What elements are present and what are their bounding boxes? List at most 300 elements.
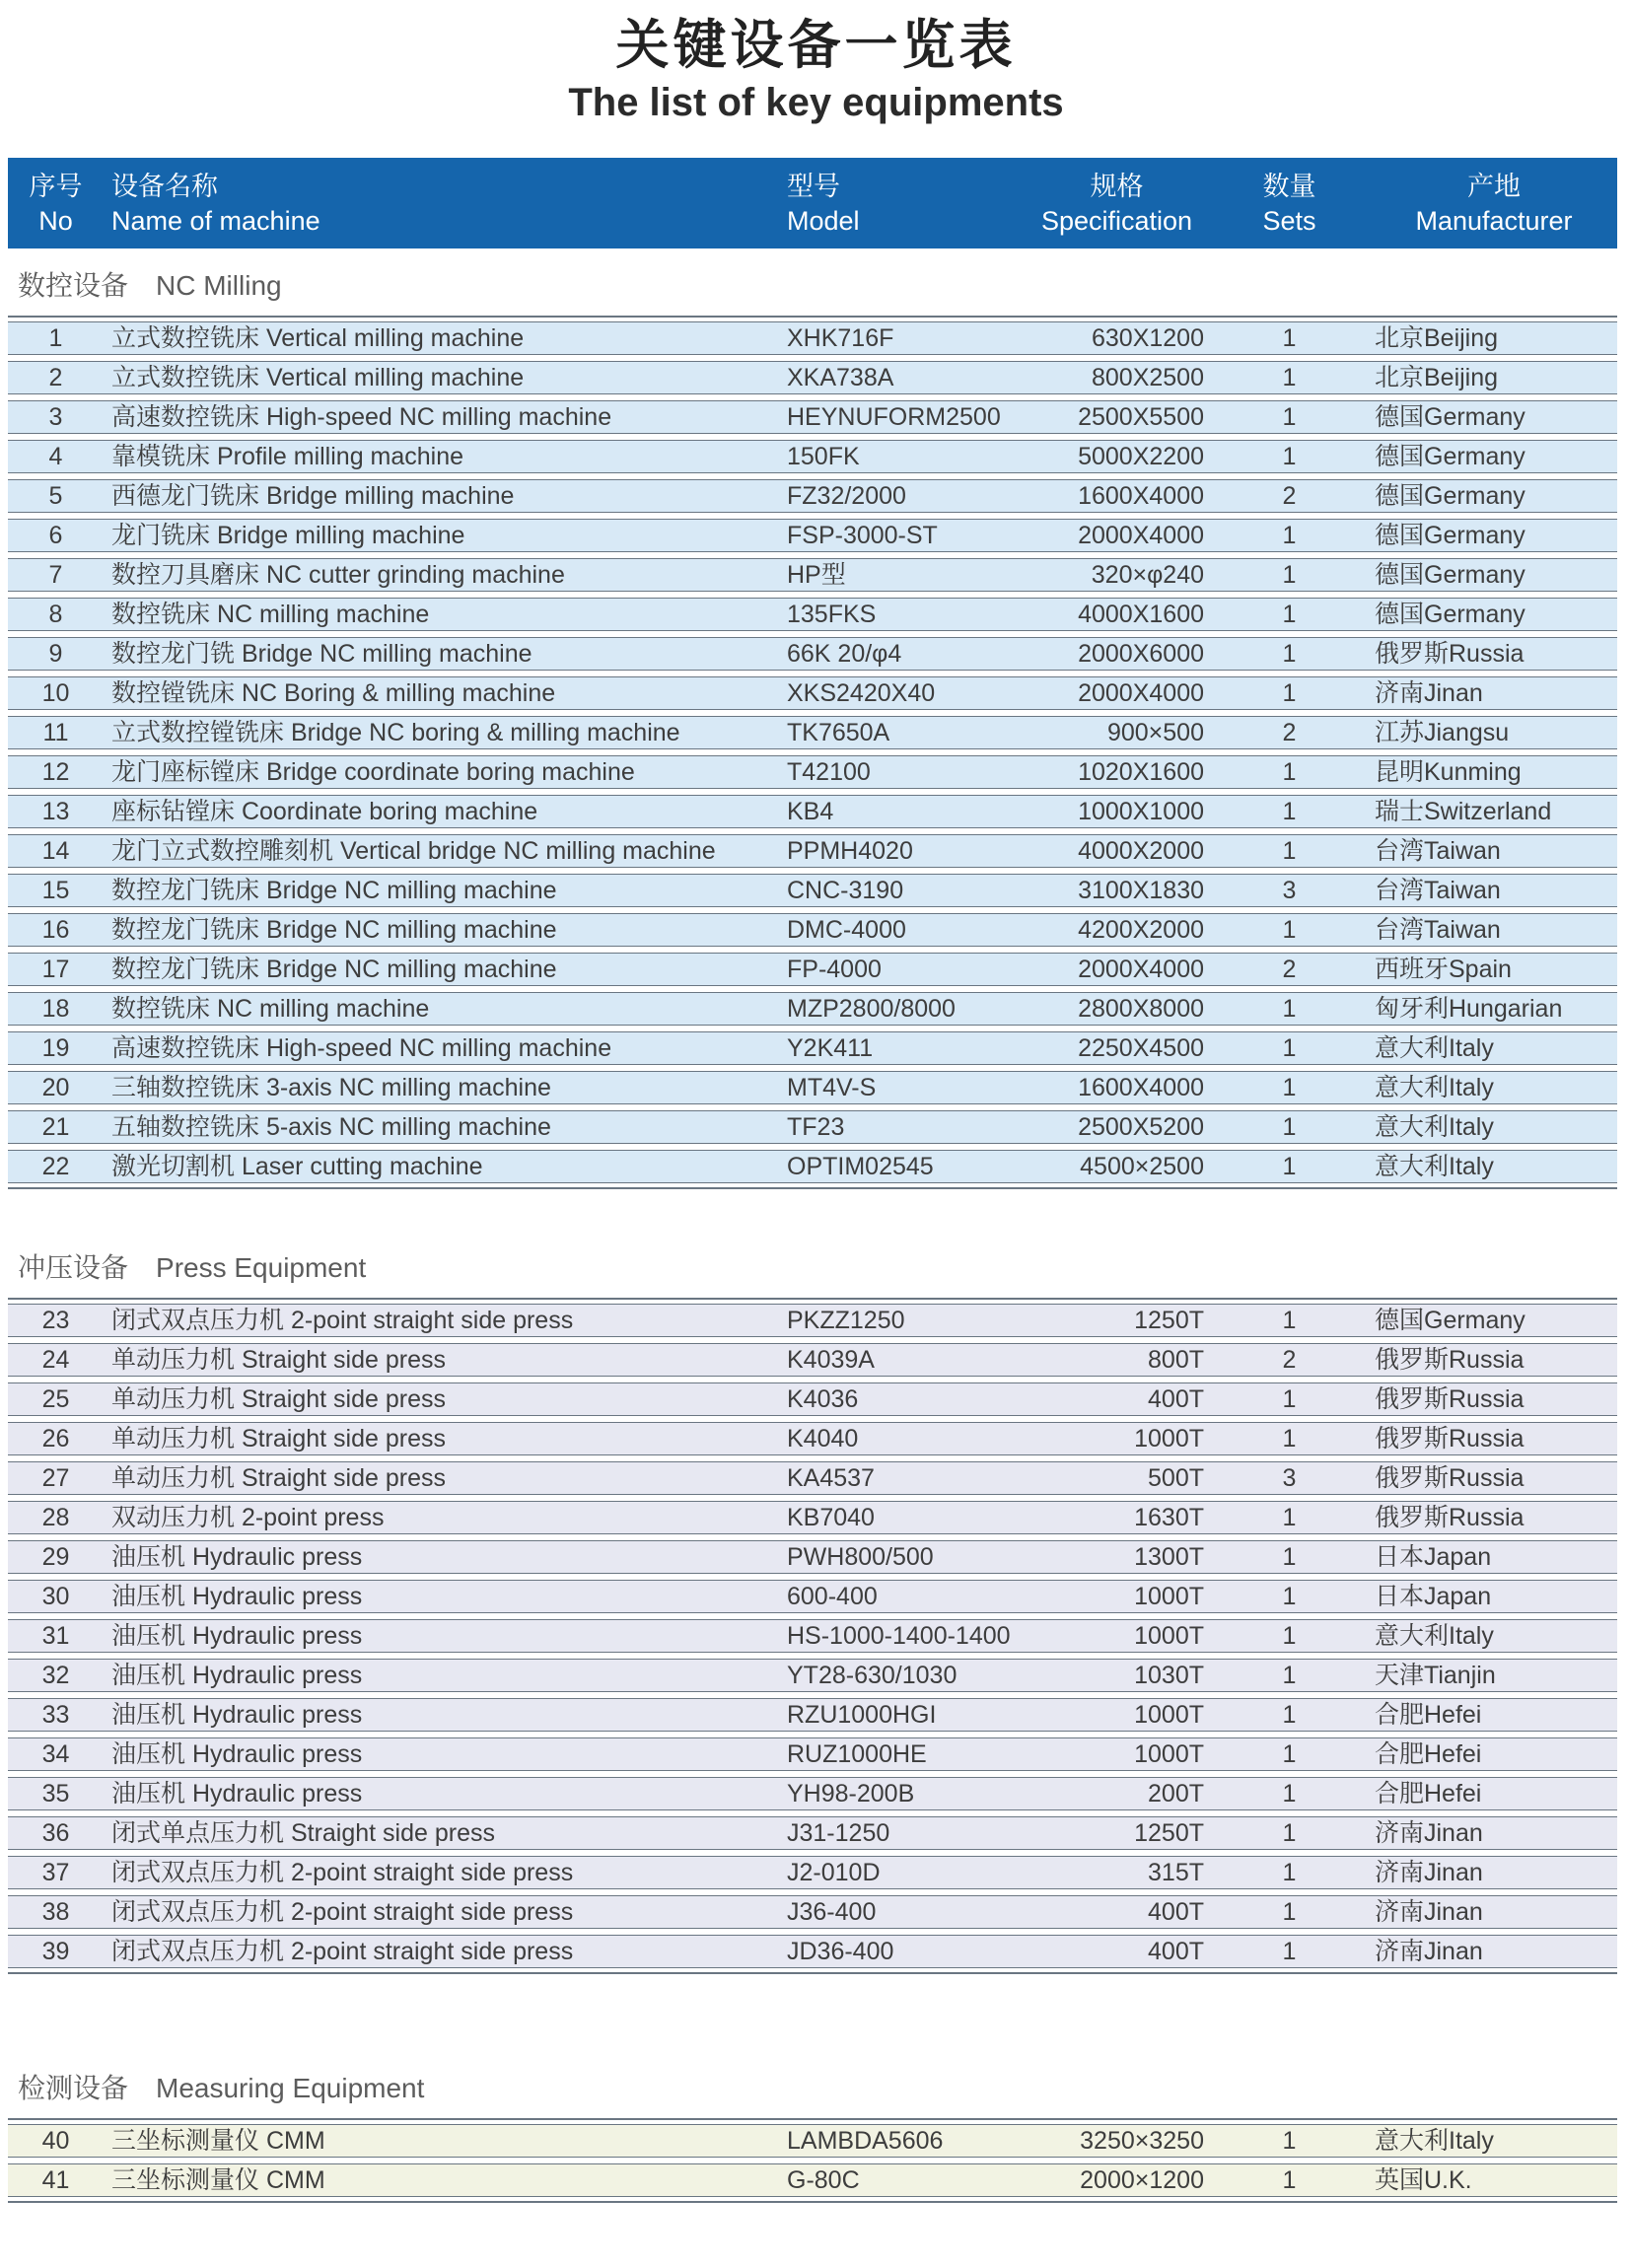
cell-sets: 1 — [1282, 1307, 1297, 1334]
cell-model: K4039A — [787, 1346, 875, 1374]
sections-root — [8, 268, 1617, 2203]
cell-name: 单动压力机 Straight side press — [111, 1464, 446, 1492]
cell-spec: 4200X2000 — [1078, 916, 1204, 944]
column-header-model — [779, 169, 1026, 238]
cell-spec: 1600X4000 — [1078, 1074, 1204, 1101]
cell-sets: 1 — [1282, 2127, 1297, 2155]
cell-manufacturer: 德国Germany — [1375, 403, 1526, 431]
column-header-manufacturer-en: Manufacturer — [1415, 206, 1573, 236]
page-subtitle: The list of key equipments — [568, 81, 1064, 124]
cell-name: 油压机 Hydraulic press — [111, 1543, 363, 1571]
cell-sets: 1 — [1282, 1074, 1297, 1101]
section-gap — [8, 1189, 1617, 1231]
cell-sets: 1 — [1282, 364, 1297, 391]
cell-manufacturer: 俄罗斯Russia — [1375, 640, 1525, 668]
cell-no: 31 — [41, 1622, 70, 1650]
cell-model: J36-400 — [787, 1898, 877, 1926]
cell-sets: 2 — [1282, 482, 1297, 510]
cell-no: 16 — [41, 916, 70, 944]
table-row — [8, 1343, 1617, 1377]
cell-no: 8 — [48, 601, 63, 628]
cell-sets: 1 — [1282, 679, 1297, 707]
cell-no: 2 — [48, 364, 63, 391]
cell-name: 立式数控铣床 Vertical milling machine — [111, 364, 525, 391]
page-title: 关键设备一览表 — [615, 16, 1017, 75]
cell-manufacturer: 瑞士Switzerland — [1375, 798, 1552, 825]
cell-sets: 1 — [1282, 1622, 1297, 1650]
cell-manufacturer: 日本Japan — [1375, 1543, 1492, 1571]
cell-manufacturer: 北京Beijing — [1375, 324, 1499, 352]
cell-sets: 1 — [1282, 1859, 1297, 1886]
cell-spec: 1250T — [1134, 1307, 1204, 1334]
cell-name: 数控龙门铣床 Bridge NC milling machine — [111, 956, 557, 983]
cell-sets: 1 — [1282, 837, 1297, 865]
cell-name: 数控镗铣床 NC Boring & milling machine — [111, 679, 556, 707]
cell-name: 三坐标测量仪 CMM — [111, 2127, 325, 2155]
cell-name: 龙门铣床 Bridge milling machine — [111, 522, 465, 549]
cell-manufacturer: 意大利Italy — [1375, 1113, 1494, 1141]
cell-sets: 1 — [1282, 1819, 1297, 1847]
cell-manufacturer: 日本Japan — [1375, 1583, 1492, 1610]
table-row — [8, 1659, 1617, 1692]
cell-manufacturer: 德国Germany — [1375, 1307, 1526, 1334]
cell-model: K4036 — [787, 1385, 859, 1413]
cell-manufacturer: 合肥Hefei — [1375, 1701, 1482, 1729]
cell-spec: 4000X2000 — [1078, 837, 1204, 865]
cell-model: YH98-200B — [787, 1780, 915, 1807]
cell-sets: 1 — [1282, 561, 1297, 589]
cell-model: PKZZ1250 — [787, 1307, 905, 1334]
cell-no: 24 — [41, 1346, 70, 1374]
cell-no: 12 — [41, 758, 70, 786]
cell-sets: 2 — [1282, 1346, 1297, 1374]
table-row — [8, 992, 1617, 1026]
cell-no: 1 — [48, 324, 63, 352]
cell-spec: 2000×1200 — [1080, 2166, 1204, 2194]
cell-spec: 2800X8000 — [1078, 995, 1204, 1023]
cell-spec: 2000X4000 — [1078, 522, 1204, 549]
cell-name: 油压机 Hydraulic press — [111, 1701, 363, 1729]
table-row — [8, 637, 1617, 671]
cell-name: 闭式双点压力机 2-point straight side press — [111, 1938, 574, 1965]
cell-model: 135FKS — [787, 601, 877, 628]
table-row — [8, 1540, 1617, 1574]
cell-spec: 3100X1830 — [1078, 877, 1204, 904]
cell-model: FSP-3000-ST — [787, 522, 938, 549]
table-row — [8, 519, 1617, 552]
cell-name: 三轴数控铣床 3-axis NC milling machine — [111, 1074, 551, 1101]
cell-name: 单动压力机 Straight side press — [111, 1425, 446, 1453]
cell-no: 41 — [41, 2166, 70, 2194]
table-row — [8, 1580, 1617, 1613]
cell-model: 150FK — [787, 443, 860, 470]
cell-no: 21 — [41, 1113, 70, 1141]
cell-name: 高速数控铣床 High-speed NC milling machine — [111, 1034, 612, 1062]
table-row — [8, 1031, 1617, 1065]
cell-name: 数控龙门铣床 Bridge NC milling machine — [111, 916, 557, 944]
cell-model: FZ32/2000 — [787, 482, 906, 510]
cell-name: 双动压力机 2-point press — [111, 1504, 385, 1531]
table-row — [8, 2124, 1617, 2158]
cell-spec: 1020X1600 — [1078, 758, 1204, 786]
cell-name: 立式数控镗铣床 Bridge NC boring & milling machine — [111, 719, 680, 746]
cell-name: 数控铣床 NC milling machine — [111, 601, 430, 628]
column-header-manufacturer — [1371, 169, 1617, 238]
cell-name: 数控龙门铣床 Bridge NC milling machine — [111, 877, 557, 904]
cell-spec: 400T — [1148, 1938, 1204, 1965]
table-row — [8, 1737, 1617, 1771]
table-row — [8, 1422, 1617, 1455]
cell-sets: 1 — [1282, 758, 1297, 786]
cell-model: 600-400 — [787, 1583, 878, 1610]
table-row — [8, 1501, 1617, 1534]
cell-model: JD36-400 — [787, 1938, 894, 1965]
cell-no: 27 — [41, 1464, 70, 1492]
table-row — [8, 755, 1617, 789]
section-label-zh: 冲压设备 — [18, 1252, 129, 1283]
column-header-spec-zh: 规格 — [1090, 172, 1144, 201]
table-row — [8, 1304, 1617, 1337]
cell-model: TF23 — [787, 1113, 845, 1141]
cell-sets: 3 — [1282, 1464, 1297, 1492]
table-row — [8, 1895, 1617, 1929]
cell-manufacturer: 合肥Hefei — [1375, 1780, 1482, 1807]
cell-name: 油压机 Hydraulic press — [111, 1780, 363, 1807]
cell-model: KB7040 — [787, 1504, 875, 1531]
cell-no: 7 — [48, 561, 63, 589]
cell-spec: 1300T — [1134, 1543, 1204, 1571]
cell-name: 油压机 Hydraulic press — [111, 1662, 363, 1689]
table-row — [8, 598, 1617, 631]
equipment-table — [8, 158, 1617, 2203]
cell-manufacturer: 俄罗斯Russia — [1375, 1504, 1525, 1531]
cell-spec: 2500X5200 — [1078, 1113, 1204, 1141]
cell-model: 66K 20/φ4 — [787, 640, 902, 668]
table-row — [8, 953, 1617, 986]
table-row — [8, 1150, 1617, 1183]
cell-spec: 1000T — [1134, 1583, 1204, 1610]
section-block — [8, 316, 1617, 1189]
table-row — [8, 321, 1617, 355]
cell-no: 5 — [48, 482, 63, 510]
table-row — [8, 1382, 1617, 1416]
cell-name: 座标钻镗床 Coordinate boring machine — [111, 798, 538, 825]
column-header-name-en: Name of machine — [111, 206, 320, 236]
cell-no: 15 — [41, 877, 70, 904]
table-row — [8, 479, 1617, 513]
section-label-zh: 数控设备 — [18, 270, 129, 301]
table-row — [8, 1071, 1617, 1104]
cell-sets: 1 — [1282, 1153, 1297, 1180]
cell-model: J2-010D — [787, 1859, 881, 1886]
cell-manufacturer: 济南Jinan — [1375, 1859, 1483, 1886]
table-row — [8, 834, 1617, 868]
table-row — [8, 1461, 1617, 1495]
cell-sets: 1 — [1282, 1034, 1297, 1062]
section-label — [18, 268, 1617, 304]
cell-sets: 1 — [1282, 1425, 1297, 1453]
cell-no: 28 — [41, 1504, 70, 1531]
cell-model: OPTIM02545 — [787, 1153, 934, 1180]
table-row — [8, 795, 1617, 828]
cell-manufacturer: 台湾Taiwan — [1375, 837, 1501, 865]
cell-manufacturer: 西班牙Spain — [1375, 956, 1512, 983]
cell-sets: 1 — [1282, 1898, 1297, 1926]
cell-model: T42100 — [787, 758, 871, 786]
table-row — [8, 676, 1617, 710]
cell-model: TK7650A — [787, 719, 890, 746]
cell-spec: 1250T — [1134, 1819, 1204, 1847]
cell-manufacturer: 德国Germany — [1375, 601, 1526, 628]
cell-model: K4040 — [787, 1425, 859, 1453]
cell-name: 龙门座标镗床 Bridge coordinate boring machine — [111, 758, 635, 786]
cell-spec: 1630T — [1134, 1504, 1204, 1531]
cell-no: 25 — [41, 1385, 70, 1413]
cell-name: 五轴数控铣床 5-axis NC milling machine — [111, 1113, 551, 1141]
cell-spec: 1000X1000 — [1078, 798, 1204, 825]
cell-manufacturer: 意大利Italy — [1375, 1034, 1494, 1062]
table-row — [8, 440, 1617, 473]
cell-spec: 1000T — [1134, 1622, 1204, 1650]
cell-sets: 1 — [1282, 1113, 1297, 1141]
cell-manufacturer: 台湾Taiwan — [1375, 877, 1501, 904]
table-row — [8, 558, 1617, 592]
table-row — [8, 874, 1617, 907]
cell-sets: 3 — [1282, 877, 1297, 904]
cell-sets: 1 — [1282, 1780, 1297, 1807]
cell-name: 高速数控铣床 High-speed NC milling machine — [111, 403, 612, 431]
table-row — [8, 361, 1617, 394]
cell-sets: 2 — [1282, 719, 1297, 746]
cell-manufacturer: 江苏Jiangsu — [1375, 719, 1510, 746]
cell-spec: 320×φ240 — [1091, 561, 1204, 589]
cell-sets: 1 — [1282, 1662, 1297, 1689]
cell-name: 西德龙门铣床 Bridge milling machine — [111, 482, 515, 510]
cell-no: 39 — [41, 1938, 70, 1965]
cell-spec: 2000X6000 — [1078, 640, 1204, 668]
column-header-model-zh: 型号 — [787, 172, 840, 201]
table-row — [8, 1777, 1617, 1810]
cell-name: 龙门立式数控雕刻机 Vertical bridge NC milling machine — [111, 837, 716, 865]
table-row — [8, 1698, 1617, 1732]
cell-spec: 3250×3250 — [1080, 2127, 1204, 2155]
table-row — [8, 716, 1617, 749]
cell-sets: 1 — [1282, 522, 1297, 549]
table-row — [8, 1619, 1617, 1653]
cell-spec: 500T — [1148, 1464, 1204, 1492]
cell-name: 闭式双点压力机 2-point straight side press — [111, 1898, 574, 1926]
cell-manufacturer: 意大利Italy — [1375, 2127, 1494, 2155]
cell-no: 37 — [41, 1859, 70, 1886]
cell-manufacturer: 俄罗斯Russia — [1375, 1385, 1525, 1413]
column-header-manufacturer-zh: 产地 — [1467, 172, 1521, 201]
cell-manufacturer: 俄罗斯Russia — [1375, 1464, 1525, 1492]
cell-spec: 2000X4000 — [1078, 956, 1204, 983]
cell-sets: 1 — [1282, 443, 1297, 470]
cell-sets: 1 — [1282, 995, 1297, 1023]
cell-spec: 2250X4500 — [1078, 1034, 1204, 1062]
cell-manufacturer: 昆明Kunming — [1375, 758, 1522, 786]
cell-manufacturer: 意大利Italy — [1375, 1153, 1494, 1180]
cell-sets: 1 — [1282, 1938, 1297, 1965]
section-label — [18, 1250, 1617, 1286]
cell-spec: 200T — [1148, 1780, 1204, 1807]
table-row — [8, 1816, 1617, 1850]
column-header-name-zh: 设备名称 — [111, 172, 218, 201]
section-label-en: NC Milling — [156, 270, 282, 301]
cell-model: KB4 — [787, 798, 834, 825]
cell-spec: 800X2500 — [1091, 364, 1204, 391]
cell-sets: 2 — [1282, 956, 1297, 983]
cell-model: MT4V-S — [787, 1074, 877, 1101]
cell-sets: 1 — [1282, 1543, 1297, 1571]
cell-spec: 1000T — [1134, 1425, 1204, 1453]
cell-sets: 1 — [1282, 1701, 1297, 1729]
table-row — [8, 1856, 1617, 1889]
cell-model: XKS2420X40 — [787, 679, 936, 707]
cell-no: 23 — [41, 1307, 70, 1334]
cell-name: 数控铣床 NC milling machine — [111, 995, 430, 1023]
cell-manufacturer: 德国Germany — [1375, 482, 1526, 510]
section-label-en: Press Equipment — [156, 1252, 367, 1283]
cell-spec: 1600X4000 — [1078, 482, 1204, 510]
column-header-name — [104, 169, 779, 238]
cell-no: 32 — [41, 1662, 70, 1689]
cell-no: 38 — [41, 1898, 70, 1926]
cell-spec: 2500X5500 — [1078, 403, 1204, 431]
table-row — [8, 2163, 1617, 2197]
column-header-spec-en: Specification — [1040, 206, 1193, 236]
column-header-sets-en: Sets — [1262, 206, 1316, 236]
cell-name: 三坐标测量仪 CMM — [111, 2166, 325, 2194]
cell-spec: 800T — [1148, 1346, 1204, 1374]
cell-no: 40 — [41, 2127, 70, 2155]
cell-no: 11 — [42, 719, 69, 746]
cell-manufacturer: 英国U.K. — [1375, 2166, 1472, 2194]
cell-no: 18 — [41, 995, 70, 1023]
cell-sets: 1 — [1282, 1504, 1297, 1531]
cell-spec: 5000X2200 — [1078, 443, 1204, 470]
cell-no: 20 — [41, 1074, 70, 1101]
cell-name: 油压机 Hydraulic press — [111, 1622, 363, 1650]
cell-manufacturer: 合肥Hefei — [1375, 1740, 1482, 1768]
cell-manufacturer: 俄罗斯Russia — [1375, 1425, 1525, 1453]
cell-spec: 900×500 — [1106, 719, 1204, 746]
column-header-sets-zh: 数量 — [1262, 172, 1316, 201]
cell-manufacturer: 俄罗斯Russia — [1375, 1346, 1525, 1374]
cell-spec: 315T — [1148, 1859, 1204, 1886]
cell-no: 10 — [41, 679, 70, 707]
cell-no: 26 — [41, 1425, 70, 1453]
cell-model: HP型 — [787, 561, 846, 589]
cell-model: RZU1000HGI — [787, 1701, 937, 1729]
cell-name: 单动压力机 Straight side press — [111, 1346, 446, 1374]
cell-sets: 1 — [1282, 2166, 1297, 2194]
cell-no: 30 — [41, 1583, 70, 1610]
section-block — [8, 1298, 1617, 1974]
table-row — [8, 400, 1617, 434]
cell-manufacturer: 北京Beijing — [1375, 364, 1499, 391]
cell-no: 6 — [48, 522, 63, 549]
column-header-no-en: No — [38, 206, 73, 236]
cell-sets: 1 — [1282, 798, 1297, 825]
column-header-no — [8, 169, 104, 238]
cell-spec: 400T — [1148, 1898, 1204, 1926]
cell-model: G-80C — [787, 2166, 860, 2194]
cell-manufacturer: 德国Germany — [1375, 561, 1526, 589]
cell-sets: 1 — [1282, 601, 1297, 628]
cell-no: 17 — [41, 956, 70, 983]
cell-manufacturer: 济南Jinan — [1375, 1938, 1483, 1965]
cell-sets: 1 — [1282, 1740, 1297, 1768]
cell-no: 29 — [41, 1543, 70, 1571]
cell-spec: 4000X1600 — [1078, 601, 1204, 628]
cell-spec: 1000T — [1134, 1701, 1204, 1729]
cell-manufacturer: 济南Jinan — [1375, 1819, 1483, 1847]
cell-name: 激光切割机 Laser cutting machine — [111, 1153, 483, 1180]
cell-manufacturer: 济南Jinan — [1375, 1898, 1483, 1926]
cell-manufacturer: 济南Jinan — [1375, 679, 1483, 707]
cell-name: 数控刀具磨床 NC cutter grinding machine — [111, 561, 565, 589]
cell-sets: 1 — [1282, 640, 1297, 668]
column-header-spec — [1026, 169, 1208, 238]
cell-model: CNC-3190 — [787, 877, 904, 904]
cell-model: RUZ1000HE — [787, 1740, 927, 1768]
cell-spec: 1030T — [1134, 1662, 1204, 1689]
cell-model: LAMBDA5606 — [787, 2127, 944, 2155]
cell-no: 36 — [41, 1819, 70, 1847]
cell-spec: 400T — [1148, 1385, 1204, 1413]
section-gap — [8, 1974, 1617, 2051]
cell-manufacturer: 天津Tianjin — [1375, 1662, 1496, 1689]
cell-sets: 1 — [1282, 324, 1297, 352]
cell-no: 33 — [41, 1701, 70, 1729]
cell-manufacturer: 意大利Italy — [1375, 1074, 1494, 1101]
table-row — [8, 1935, 1617, 1968]
column-header-sets — [1208, 169, 1371, 238]
cell-no: 19 — [41, 1034, 70, 1062]
cell-manufacturer: 意大利Italy — [1375, 1622, 1494, 1650]
section-label-en: Measuring Equipment — [156, 2073, 425, 2103]
cell-name: 油压机 Hydraulic press — [111, 1740, 363, 1768]
table-row — [8, 913, 1617, 947]
column-header-no-zh: 序号 — [29, 172, 83, 201]
cell-name: 闭式双点压力机 2-point straight side press — [111, 1859, 574, 1886]
cell-no: 4 — [48, 443, 63, 470]
cell-spec: 630X1200 — [1091, 324, 1204, 352]
cell-name: 闭式单点压力机 Straight side press — [111, 1819, 495, 1847]
cell-no: 14 — [41, 837, 70, 865]
cell-sets: 1 — [1282, 403, 1297, 431]
cell-model: HS-1000-1400-1400 — [787, 1622, 1011, 1650]
table-row — [8, 1110, 1617, 1144]
cell-model: HEYNUFORM2500 — [787, 403, 1001, 431]
cell-sets: 1 — [1282, 916, 1297, 944]
cell-manufacturer: 德国Germany — [1375, 443, 1526, 470]
cell-name: 油压机 Hydraulic press — [111, 1583, 363, 1610]
cell-no: 3 — [48, 403, 63, 431]
cell-sets: 1 — [1282, 1385, 1297, 1413]
cell-spec: 1000T — [1134, 1740, 1204, 1768]
cell-model: PWH800/500 — [787, 1543, 934, 1571]
cell-model: XHK716F — [787, 324, 894, 352]
cell-model: J31-1250 — [787, 1819, 890, 1847]
column-header-model-en: Model — [787, 206, 860, 236]
cell-no: 22 — [41, 1153, 70, 1180]
cell-name: 靠模铣床 Profile milling machine — [111, 443, 464, 470]
cell-name: 数控龙门铣 Bridge NC milling machine — [111, 640, 532, 668]
table-header-row — [8, 158, 1617, 248]
